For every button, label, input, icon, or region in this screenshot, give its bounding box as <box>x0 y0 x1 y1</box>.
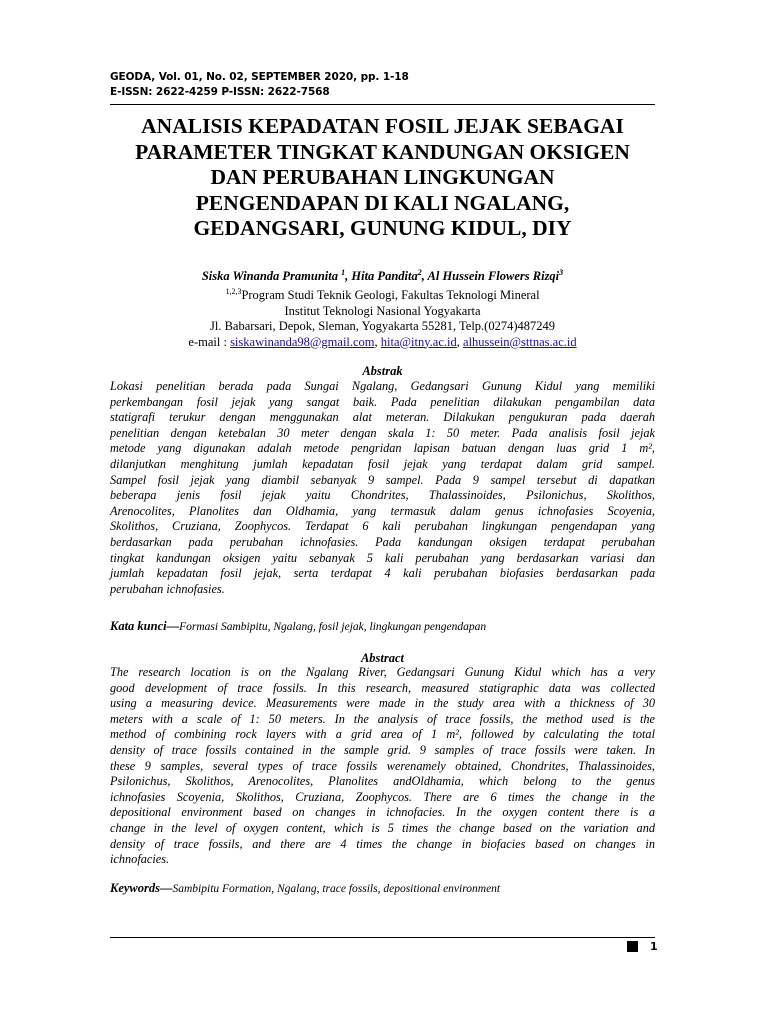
footer-rule <box>110 937 655 938</box>
email-line: e-mail : siskawinanda98@gmail.com, hita@itny.ac.id, alhussein@sttnas.ac.id <box>188 334 577 349</box>
title-line: PARAMETER TINGKAT KANDUNGAN OKSIGEN <box>135 139 630 164</box>
affiliation-institute: Institut Teknologi Nasional Yogyakarta <box>284 303 481 318</box>
email-link-1[interactable]: siskawinanda98@gmail.com <box>230 334 375 349</box>
author-list: Siska Winanda Pramunita $^1$, Hita Pandita$^2$, Al Hussein Flowers Rizqi$^3$ <box>201 267 564 283</box>
abstract-body <box>110 665 655 868</box>
author-sup: 3 <box>559 267 564 277</box>
abstract-line: ichnofasies Scoyenia, Skolithos, Cruziana, Zoophycos. There are 6 times the change in the <box>110 789 655 804</box>
kata-kunci-label: Kata kunci— <box>110 619 180 633</box>
abstract-line: Psilonichus, Skolithos, Arenocolites, Planolites andOldhamia, which belong to the genus <box>110 774 655 789</box>
page-number: 1 <box>650 940 658 953</box>
journal-header <box>110 70 409 100</box>
abstract-line: depositional environment based on changes in ichnofacies. In the oxygen content there is a <box>110 805 655 820</box>
title-line: DAN PERUBAHAN LINGKUNGAN <box>210 165 555 189</box>
affiliation-address: Jl. Babarsari, Depok, Sleman, Yogyakarta 55281, Telp.(0274)487249 <box>209 319 556 333</box>
affiliation-sup: 1,2,3 <box>225 286 242 296</box>
abstract-line: ichnofacies. <box>110 852 170 867</box>
abstrak-line: metode yang digunakan adalah metode pengridan lapisan batuan dengan luas grid 1 m², <box>110 441 655 456</box>
abstrak-line: dilanjutkan menghitung jumlah kepadatan fosil jejak yang terdapat dalam grid sampel. <box>110 456 655 471</box>
title-line: ANALISIS KEPADATAN FOSIL JEJAK SEBAGAI <box>141 114 624 138</box>
email-link-3[interactable]: alhussein@sttnas.ac.id <box>463 334 577 349</box>
abstract-line: using a measuring device. Measurements were made in the study area with a thickness of 30 <box>110 696 655 711</box>
abstrak-line: berdasarkan pada perubahan ichnofasies. Pada kandungan oksigen terdapat perubahan <box>110 534 655 549</box>
title-line: PENGENDAPAN DI KALI NGALANG, <box>195 190 570 215</box>
author-name: Hita Pandita <box>351 269 418 283</box>
abstract-line: change in the level of oxygen content, which is 5 times the change based on the variation and <box>110 820 655 835</box>
email-link-2[interactable]: hita@itny.ac.id <box>380 334 457 349</box>
affiliation <box>110 288 655 350</box>
abstrak-line: Lokasi penelitian berada pada Sungai Ngalang, Gedangsari Gunung Kidul yang memiliki <box>110 379 655 393</box>
abstrak-line: tingkat kandungan oksigen yaitu sebanyak 5 kali perubahan yang berdasarkan variasi dan <box>110 550 655 565</box>
abstrak-line: perubahan ichnofasies. <box>110 581 225 596</box>
abstract-line: method of combining rock layers with a grid area of 1 m², followed by calculating the total <box>110 727 655 742</box>
journal-citation: GEODA, Vol. 01, No. 02, SEPTEMBER 2020, pp. 1-18 <box>110 71 409 83</box>
journal-issn: E-ISSN: 2622-4259 P-ISSN: 2622-7568 <box>110 86 330 98</box>
abstrak-line: beberapa jenis fosil jejak yaitu Chondrites, Thalassinoides, Psilonichus, Skolithos, <box>110 488 655 503</box>
abstrak-line: Arenocolites, Planolites dan Oldhamia, yang termasuk dalam genus ichnofasies Scoyenia, <box>110 503 655 518</box>
abstract-line: these 9 samples, several types of trace fossils werenamely obtained, Chondrites, Thalassinoides, <box>110 758 655 773</box>
abstrak-line: jumlah kepadatan fosil jejak, serta terdapat 4 kali perubahan biofasies berdasarkan pada <box>110 566 655 581</box>
header-rule <box>110 104 655 105</box>
square-bullet-icon <box>627 941 638 952</box>
keywords-text: Sambipitu Formation, Ngalang, trace fossils, depositional environment <box>172 883 501 895</box>
abstrak-line: perkembangan fosil jejak yang sangat baik. Pada penelitian dilakukan pengambilan data <box>110 394 655 409</box>
keywords <box>110 880 655 897</box>
author-sup: 1 <box>341 267 346 277</box>
kata-kunci <box>110 618 655 635</box>
keywords-label: Keywords— <box>110 881 173 895</box>
abstract-line: good development of trace fossils. In this research, measured statigraphic data was collected <box>110 680 655 695</box>
abstrak-line: Sampel fosil jejak yang diambil sebanyak 9 sampel. Pada 9 sampel tersebut di dapatkan <box>110 472 655 487</box>
author-name: Al Hussein Flowers Rizqi <box>427 269 560 283</box>
kata-kunci-text: Formasi Sambipitu, Ngalang, fosil jejak, lingkungan pengendapan <box>179 621 487 633</box>
paper-title <box>110 114 655 242</box>
author-name: Siska Winanda Pramunita <box>201 269 339 283</box>
abstrak-line: Skolithos, Cruziana, Zoophycos. Terdapat 6 kali perubahan lingkungan pengendapan yang <box>110 519 655 534</box>
abstract-line: density of trace fossils contained in the sample grid. 9 samples of trace fossils were taken. In <box>110 742 655 757</box>
abstrak-line: penelitian dengan ketebalan 30 meter dengan skala 1: 50 meter. Pada analisis fosil jejak <box>110 425 655 440</box>
abstrak-line: statigrafi terukur dengan menggunakan alat meteran. Dilakukan pengukuran pada daerah <box>110 410 655 425</box>
abstrak-body <box>110 379 655 597</box>
title-line: GEDANGSARI, GUNUNG KIDUL, DIY <box>193 216 572 240</box>
abstract-heading: Abstract <box>360 651 405 665</box>
abstract-line: The research location is on the Ngalang River, Gedangsari Gunung Kidul which has a very <box>110 665 655 679</box>
abstract-line: meters with a scale of 1: 50 meters. In the analysis of trace fossils, the method used is the <box>110 711 655 726</box>
email-prefix: e-mail : <box>188 334 231 349</box>
author-sup: 2 <box>417 267 422 277</box>
affiliation-program: Program Studi Teknik Geologi, Fakultas Teknologi Mineral <box>241 288 540 302</box>
abstrak-heading: Abstrak <box>362 364 403 378</box>
abstract-line: density of trace fossils, and there are 4 times the change in biofacies based on changes in <box>110 836 655 851</box>
